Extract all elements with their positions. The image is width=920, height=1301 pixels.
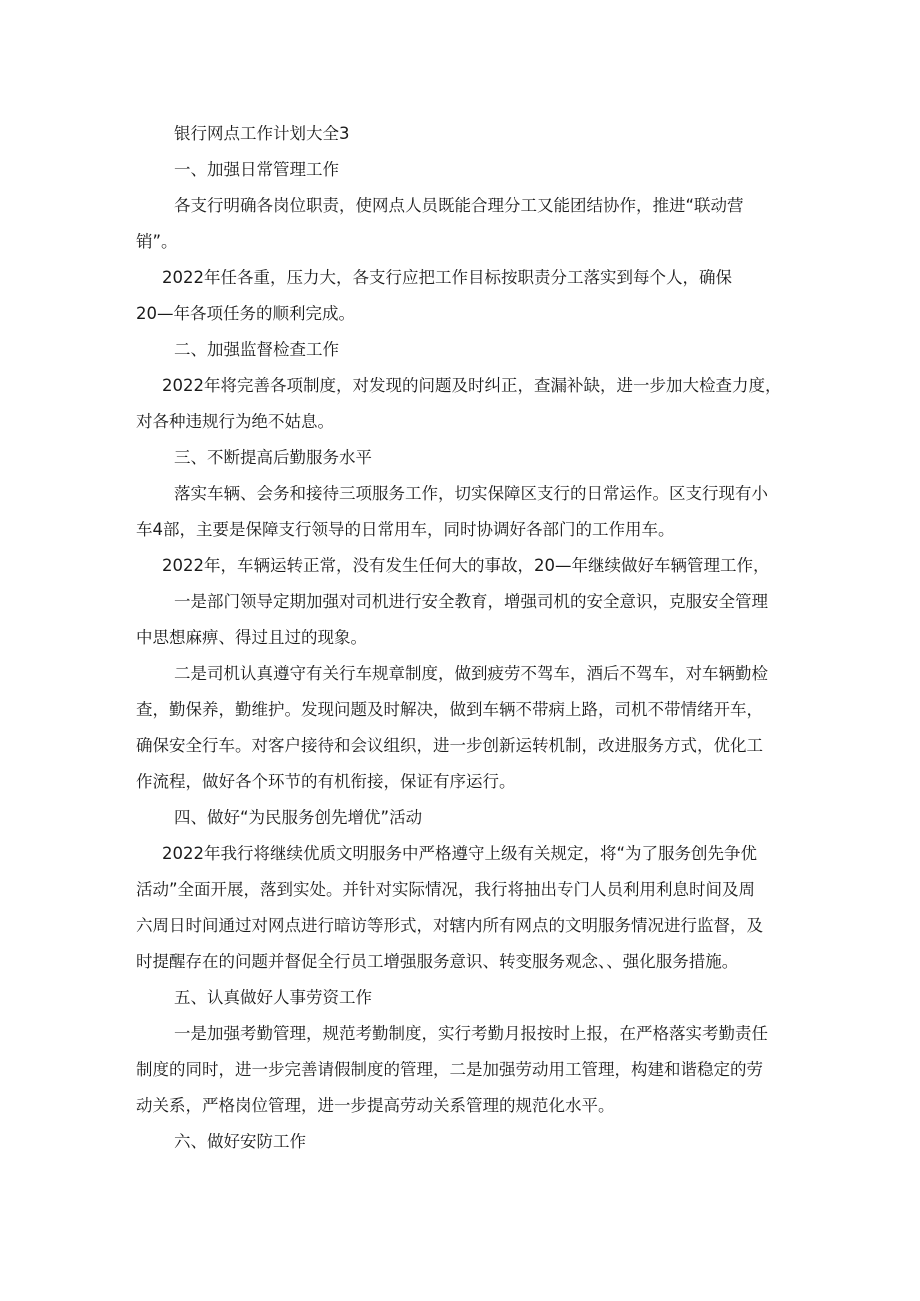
document-line: 二是司机认真遵守有关行车规章制度，做到疲劳不驾车，酒后不驾车，对车辆勤检 <box>174 664 768 683</box>
document-line: 2022年任各重，压力大，各支行应把工作目标按职责分工落实到每个人，确保 <box>162 268 732 287</box>
document-line: 中思想麻痹、得过且过的现象。 <box>136 628 367 647</box>
document-line: 作流程，做好各个环节的有机衔接，保证有序运行。 <box>136 772 516 791</box>
document-line: 时提醒存在的问题并督促全行员工增强服务意识、转变服务观念、、强化服务措施。 <box>136 952 739 971</box>
document-line: 销”。 <box>136 232 178 251</box>
document-line: 五、认真做好人事劳资工作 <box>174 988 372 1007</box>
document-line: 六、做好安防工作 <box>174 1132 306 1151</box>
document-line: 四、做好“为民服务创先增优”活动 <box>174 808 423 827</box>
document-line: 2022年将完善各项制度，对发现的问题及时纠正，查漏补缺，进一步加大检查力度， <box>162 376 782 395</box>
document-line: 三、不断提高后勤服务水平 <box>174 448 372 467</box>
document-line: 2022年我行将继续优质文明服务中严格遵守上级有关规定，将“为了服务创先争优 <box>162 844 758 863</box>
document-line: 一是加强考勤管理，规范考勤制度，实行考勤月报按时上报，在严格落实考勤责任 <box>174 1024 768 1043</box>
document-line: 落实车辆、会务和接待三项服务工作，切实保障区支行的日常运作。区支行现有小 <box>174 484 768 503</box>
document-line: 六周日时间通过对网点进行暗访等形式，对辖内所有网点的文明服务情况进行监督，及 <box>136 916 763 935</box>
document-line: 二、加强监督检查工作 <box>174 340 339 359</box>
document-line: 一、加强日常管理工作 <box>174 160 339 179</box>
document-line: 动关系，严格岗位管理，进一步提高劳动关系管理的规范化水平。 <box>136 1096 615 1115</box>
document-line: 活动”全面开展，落到实处。并针对实际情况，我行将抽出专门人员利用利息时间及周 <box>136 880 756 899</box>
document-line: 确保安全行车。对客户接待和会议组织，进一步创新运转机制，改进服务方式，优化工 <box>136 736 763 755</box>
document-line: 2022年，车辆运转正常，没有发生任何大的事故，20—年继续做好车辆管理工作， <box>162 556 770 575</box>
document-line: 各支行明确各岗位职责，使网点人员既能合理分工又能团结协作，推进“联动营 <box>174 196 744 215</box>
document-line: 20—年各项任务的顺利完成。 <box>136 304 355 323</box>
document-line: 一是部门领导定期加强对司机进行安全教育，增强司机的安全意识，克服安全管理 <box>174 592 768 611</box>
document-line: 制度的同时，进一步完善请假制度的管理，二是加强劳动用工管理，构建和谐稳定的劳 <box>136 1060 763 1079</box>
document-line: 对各种违规行为绝不姑息。 <box>136 412 334 431</box>
document-title: 银行网点工作计划大全3 <box>174 124 350 143</box>
document-line: 查，勤保养，勤维护。发现问题及时解决，做到车辆不带病上路，司机不带情绪开车， <box>136 700 763 719</box>
document-body <box>136 116 796 1160</box>
document-line: 车4部，主要是保障支行领导的日常用车，同时协调好各部门的工作用车。 <box>136 520 675 539</box>
